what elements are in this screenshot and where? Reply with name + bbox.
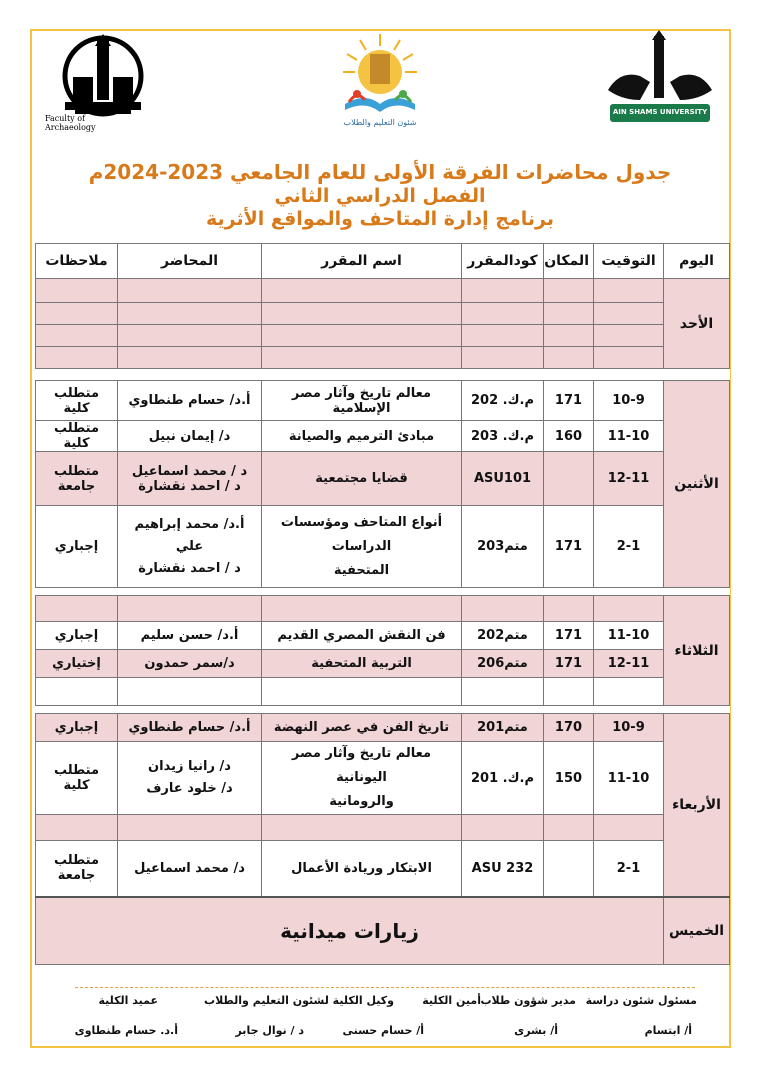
header-course: اسم المقرر <box>262 244 462 279</box>
cell-time: 10-9 <box>594 714 664 742</box>
table-spacer-row <box>36 369 730 381</box>
cell-time: 11-10 <box>594 742 664 815</box>
table-row <box>36 742 730 815</box>
cell-code: متم203 <box>462 506 544 588</box>
signature-title: عميد الكلية <box>98 994 158 1007</box>
header-time: التوقيت <box>594 244 664 279</box>
day-monday: الأثنين <box>664 381 730 588</box>
cell-time: 11-10 <box>594 421 664 452</box>
table-row <box>36 678 730 706</box>
day-tuesday: الثلاثاء <box>664 596 730 706</box>
table-spacer-row <box>36 706 730 714</box>
lecturer-line: علي <box>175 538 204 554</box>
cell-place: 170 <box>544 714 594 742</box>
cell-code: ASU 232 <box>462 841 544 897</box>
header-notes: ملاحظات <box>36 244 118 279</box>
notes-line: متطلب <box>53 463 100 479</box>
cell-place <box>544 841 594 897</box>
cell-notes <box>36 452 118 506</box>
cell-course <box>262 506 462 588</box>
cell-code: متم201 <box>462 714 544 742</box>
lecturer-line: د / احمد نقشارة <box>138 478 241 494</box>
cell-course: فن النقش المصري القديم <box>262 622 462 650</box>
cell-place: 171 <box>544 506 594 588</box>
cell-lecturer: د/ محمد اسماعيل <box>118 841 262 897</box>
signature-name: أ/ ابتسام <box>644 1024 692 1037</box>
cell-notes: إختياري <box>36 650 118 678</box>
education-affairs-logo <box>335 32 425 142</box>
cell-place: 160 <box>544 421 594 452</box>
lecturer-line: د/ رانيا زيدان <box>148 759 231 774</box>
cell-course: الابتكار وريادة الأعمال <box>262 841 462 897</box>
table-row <box>36 841 730 897</box>
cell-course <box>262 742 462 815</box>
cell-lecturer: د/ إيمان نبيل <box>118 421 262 452</box>
day-sunday: الأحد <box>664 279 730 369</box>
day-wednesday: الأربعاء <box>664 714 730 897</box>
day-thursday: الخميس <box>664 897 730 965</box>
table-row <box>36 506 730 588</box>
cell-code: متم202 <box>462 622 544 650</box>
table-row <box>36 897 730 965</box>
cell-notes: إجباري <box>36 622 118 650</box>
program-title: برنامج إدارة المتاحف والمواقع الأثرية <box>206 208 554 230</box>
notes-line: متطلب <box>53 853 100 869</box>
signature-name: أ.د. حسام طنطاوى <box>74 1024 178 1037</box>
table-row <box>36 815 730 841</box>
cell-notes: إجباري <box>36 506 118 588</box>
signature-name: أ/ بشرى <box>514 1024 558 1037</box>
header-code: كودالمقرر <box>462 244 544 279</box>
cell-course: التربية المتحفية <box>262 650 462 678</box>
cell-time: 12-11 <box>594 452 664 506</box>
cell-notes <box>36 841 118 897</box>
table-row <box>36 347 730 369</box>
cell-lecturer: أ.د/ حسن سليم <box>118 622 262 650</box>
cell-course: تاريخ الفن في عصر النهضة <box>262 714 462 742</box>
cell-code: م.ك. 201 <box>462 742 544 815</box>
table-row <box>36 303 730 325</box>
signature-divider <box>75 987 695 988</box>
cell-place: 171 <box>544 650 594 678</box>
course-line: والرومانية <box>329 794 394 809</box>
header-day: اليوم <box>664 244 730 279</box>
header-place: المكان <box>544 244 594 279</box>
cell-time: 2-1 <box>594 841 664 897</box>
notes-line: جامعة <box>57 478 96 494</box>
cell-place <box>544 452 594 506</box>
semester-title: الفصل الدراسي الثاني <box>274 185 486 207</box>
cell-course: مبادئ الترميم والصيانة <box>262 421 462 452</box>
table-row <box>36 279 730 303</box>
cell-lecturer: د/سمر حمدون <box>118 650 262 678</box>
cell-lecturer: أ.د/ حسام طنطاوي <box>118 714 262 742</box>
table-row <box>36 325 730 347</box>
lecturer-line: د / احمد نقشارة <box>138 560 241 576</box>
cell-lecturer <box>118 506 262 588</box>
lecturer-line: د / محمد اسماعيل <box>131 463 248 479</box>
cell-place: 171 <box>544 622 594 650</box>
university-logo-caption: AIN SHAMS UNIVERSITY <box>612 108 708 116</box>
table-row <box>36 421 730 452</box>
table-row <box>36 381 730 421</box>
cell-place: 171 <box>544 381 594 421</box>
signature-title: مدير شؤون طلاب <box>480 994 576 1007</box>
table-row <box>36 714 730 742</box>
lecturer-line: د/ خلود عارف <box>146 781 233 796</box>
cell-code: متم206 <box>462 650 544 678</box>
cell-notes: متطلب كلية <box>36 381 118 421</box>
table-header-row <box>36 244 730 279</box>
cell-course: معالم تاريخ وآثار مصر الإسلامية <box>262 381 462 421</box>
table-row <box>36 650 730 678</box>
course-line: أنواع المتاحف ومؤسسات الدراسات <box>280 514 443 554</box>
faculty-logo-caption-2: Archaeology <box>45 123 96 132</box>
table-row <box>36 452 730 506</box>
table-spacer-row <box>36 588 730 596</box>
cell-code: م.ك. 203 <box>462 421 544 452</box>
cell-notes: إجباري <box>36 714 118 742</box>
cell-lecturer <box>118 452 262 506</box>
signature-title: أمين الكلية <box>422 994 481 1007</box>
lecturer-line: أ.د/ محمد إبراهيم <box>134 516 245 532</box>
signature-title: وكيل الكلية لشئون التعليم والطلاب <box>204 994 394 1007</box>
signature-name: أ/ حسام حسنى <box>342 1024 424 1037</box>
cell-time: 10-9 <box>594 381 664 421</box>
table-row <box>36 622 730 650</box>
course-line: المتحفية <box>333 562 390 578</box>
education-affairs-caption: شئون التعليم والطلاب <box>343 118 417 127</box>
cell-code: ASU101 <box>462 452 544 506</box>
notes-line: جامعة <box>57 868 96 884</box>
schedule-title: جدول محاضرات الفرقة الأولى للعام الجامعي 2023-2024م <box>88 160 672 184</box>
schedule-table <box>35 243 729 965</box>
cell-notes: متطلب كلية <box>36 421 118 452</box>
cell-code: م.ك. 202 <box>462 381 544 421</box>
course-line: معالم تاريخ وآثار مصر اليونانية <box>291 746 432 785</box>
field-visits-cell: زيارات ميدانية <box>36 897 664 965</box>
table-row <box>36 596 730 622</box>
faculty-logo <box>45 32 160 137</box>
faculty-logo-caption-1: Faculty of <box>45 114 86 123</box>
cell-lecturer <box>118 742 262 815</box>
cell-time: 12-11 <box>594 650 664 678</box>
cell-time: 2-1 <box>594 506 664 588</box>
signature-title: مسئول شئون دراسة <box>585 994 697 1007</box>
cell-place: 150 <box>544 742 594 815</box>
cell-lecturer: أ.د/ حسام طنطاوي <box>118 381 262 421</box>
university-logo <box>600 30 720 125</box>
cell-notes: متطلب كلية <box>36 742 118 815</box>
cell-time: 11-10 <box>594 622 664 650</box>
signature-name: د / نوال جابر <box>235 1024 304 1037</box>
header-lecturer: المحاضر <box>118 244 262 279</box>
cell-course: قضايا مجتمعية <box>262 452 462 506</box>
